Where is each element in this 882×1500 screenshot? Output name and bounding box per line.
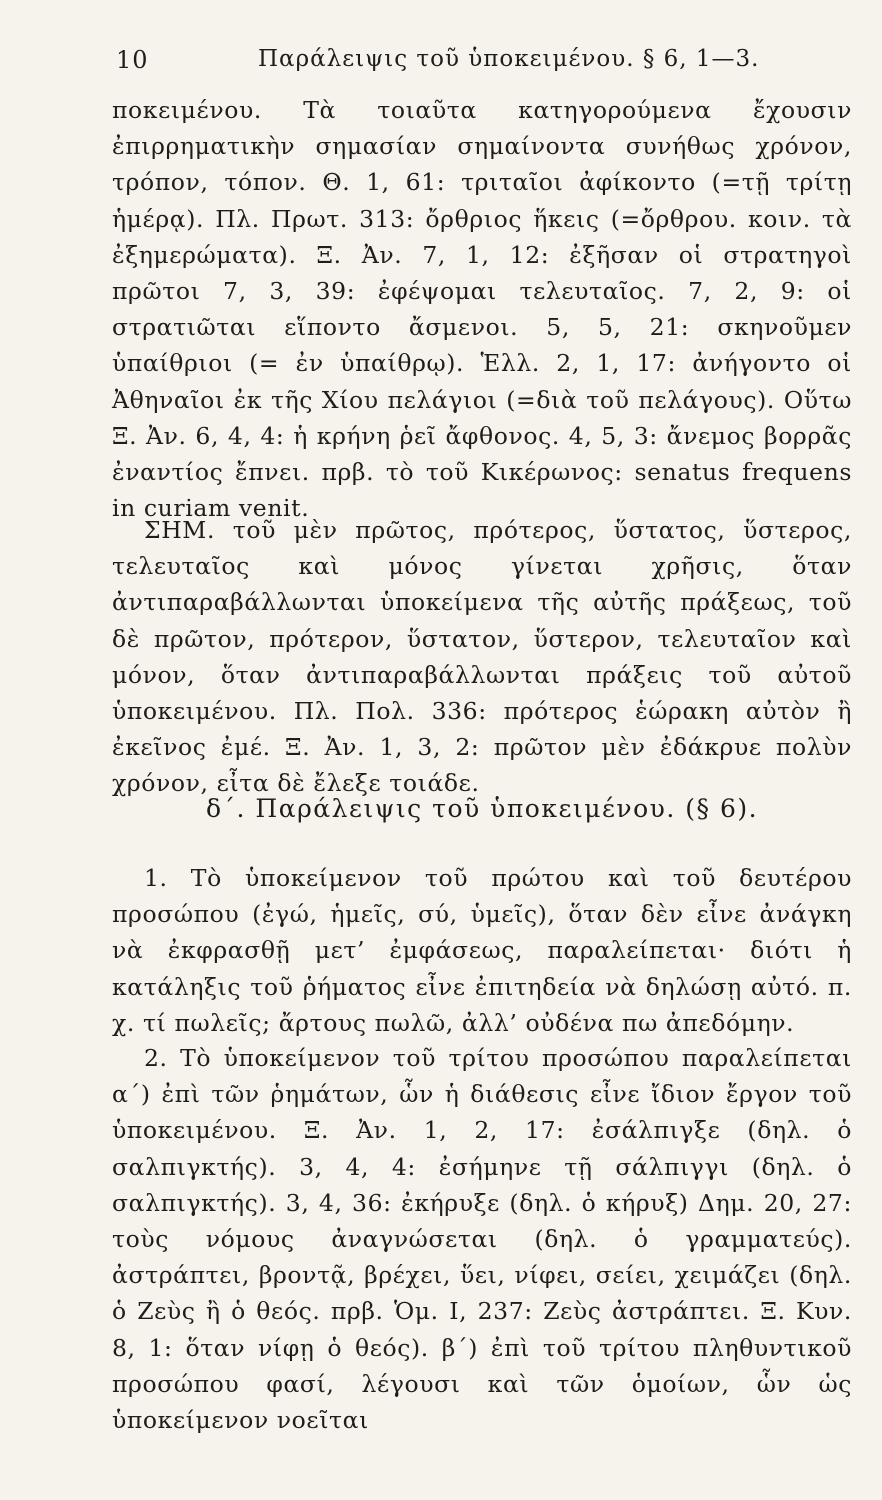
running-head [116,46,846,86]
section-heading: δ΄. Παράλειψις τοῦ ὑποκειμένου. (§ 6). [205,794,759,823]
paragraph-item-2: 2. Τὸ ὑποκείμενον τοῦ τρίτου προσώπου παραλείπεται α΄) ἐπὶ τῶν ῥημάτων, ὧν ἡ διάθεσις εἶνε ἴδιον ἔργον τοῦ ὑποκειμένου. Ξ. Ἀν. 1, 2, 17: ἐσάλπιγξε (δηλ. ὁ σαλπιγκτής). 3, 4, 4: ἐσήμηνε τῇ σάλπιγγι (δηλ. ὁ σαλπιγκτής). 3, 4, 36: ἐκήρυξε (δηλ. ὁ κήρυξ) Δημ. 20, 27: τοὺς νόμους ἀναγνώσεται (δηλ. ὁ γραμματεύς). ἀστράπτει, βροντᾷ, βρέχει, ὕει, νίφει, σείει, χειμάζει (δηλ. ὁ Ζεὺς ἢ ὁ θεός. πρβ. Ὁμ. Ι, 237: Ζεὺς ἀστράπτει. Ξ. Κυν. 8, 1: ὅταν νίφῃ ὁ θεός). β΄) ἐπὶ τοῦ τρίτου πληθυντικοῦ προσώπου φασί, λέγουσι καὶ τῶν ὁμοίων, ὧν ὡς ὑποκείμενον νοεῖται [112,1044,852,1435]
paragraph-note: ΣΗΜ. τοῦ μὲν πρῶτος, πρότερος, ὕστατος, ὕστερος, τελευταῖος καὶ μόνος γίνεται χρῆσις, ὅταν ἀντιπαραβάλλωνται ὑποκείμενα τῆς αὐτῆς πράξεως, τοῦ δὲ πρῶτον, πρότερον, ὕστατον, ὕστερον, τελευταῖον καὶ μόνον, ὅταν ἀντιπαραβάλλωνται πράξεις τοῦ αὐτοῦ ὑποκειμένου. Πλ. Πολ. 336: πρότερος ἑώρακη αὐτὸν ἢ ἐκεῖνος ἐμέ. Ξ. Ἀν. 1, 3, 2: πρῶτον μὲν ἐδάκρυε πολὺν χρόνον, εἶτα δὲ ἔλεξε τοιάδε. [112,516,852,798]
page-number: 10 [116,46,149,74]
running-title: Παράλειψις τοῦ ὑποκειμένου. § 6, 1—3. [258,46,760,72]
paragraph-continuation: ποκειμένου. Τὰ τοιαῦτα κατηγορούμενα ἔχουσιν ἐπιρρηματικὴν σημασίαν σημαίνοντα συνήθως χρόνον, τρόπον, τόπον. Θ. 1, 61: τριταῖοι ἀφίκοντο (=τῇ τρίτῃ ἡμέρᾳ). Πλ. Πρωτ. 313: ὄρθριος ἥκεις (=ὄρθρου. κοιν. τὰ ἐξημερώματα). Ξ. Ἀν. 7, 1, 12: ἐξῆσαν οἱ στρατηγοὶ πρῶτοι 7, 3, 39: ἐφέψομαι τελευταῖος. 7, 2, 9: οἱ στρατιῶται εἵποντο ἄσμενοι. 5, 5, 21: σκηνοῦμεν ὑπαίθριοι (= ἐν ὑπαίθρῳ). Ἑλλ. 2, 1, 17: ἀνήγοντο οἱ Ἀθηναῖοι ἐκ τῆς Χίου πελάγιοι (=διὰ τοῦ πελάγους). Οὕτω Ξ. Ἀν. 6, 4, 4: ἡ κρήνη ῥεῖ ἄφθονος. 4, 5, 3: ἄνεμος βορρᾶς ἐναντίος ἔπνει. πρβ. τὸ τοῦ Κικέρωνος: senatus frequens in curiam venit. [112,96,852,523]
paragraph-item-1: 1. Τὸ ὑποκείμενον τοῦ πρώτου καὶ τοῦ δευτέρου προσώπου (ἐγώ, ἡμεῖς, σύ, ὑμεῖς), ὅταν δὲν εἶνε ἀνάγκη νὰ ἐκφρασθῇ μετ’ ἐμφάσεως, παραλείπεται· διότι ἡ κατάληξις τοῦ ῥήματος εἶνε ἐπιτηδεία νὰ δηλώσῃ αὐτό. π. χ. τί πωλεῖς; ἄρτους πωλῶ, ἀλλ’ οὐδένα πω ἀπεδόμην. [112,864,852,1037]
